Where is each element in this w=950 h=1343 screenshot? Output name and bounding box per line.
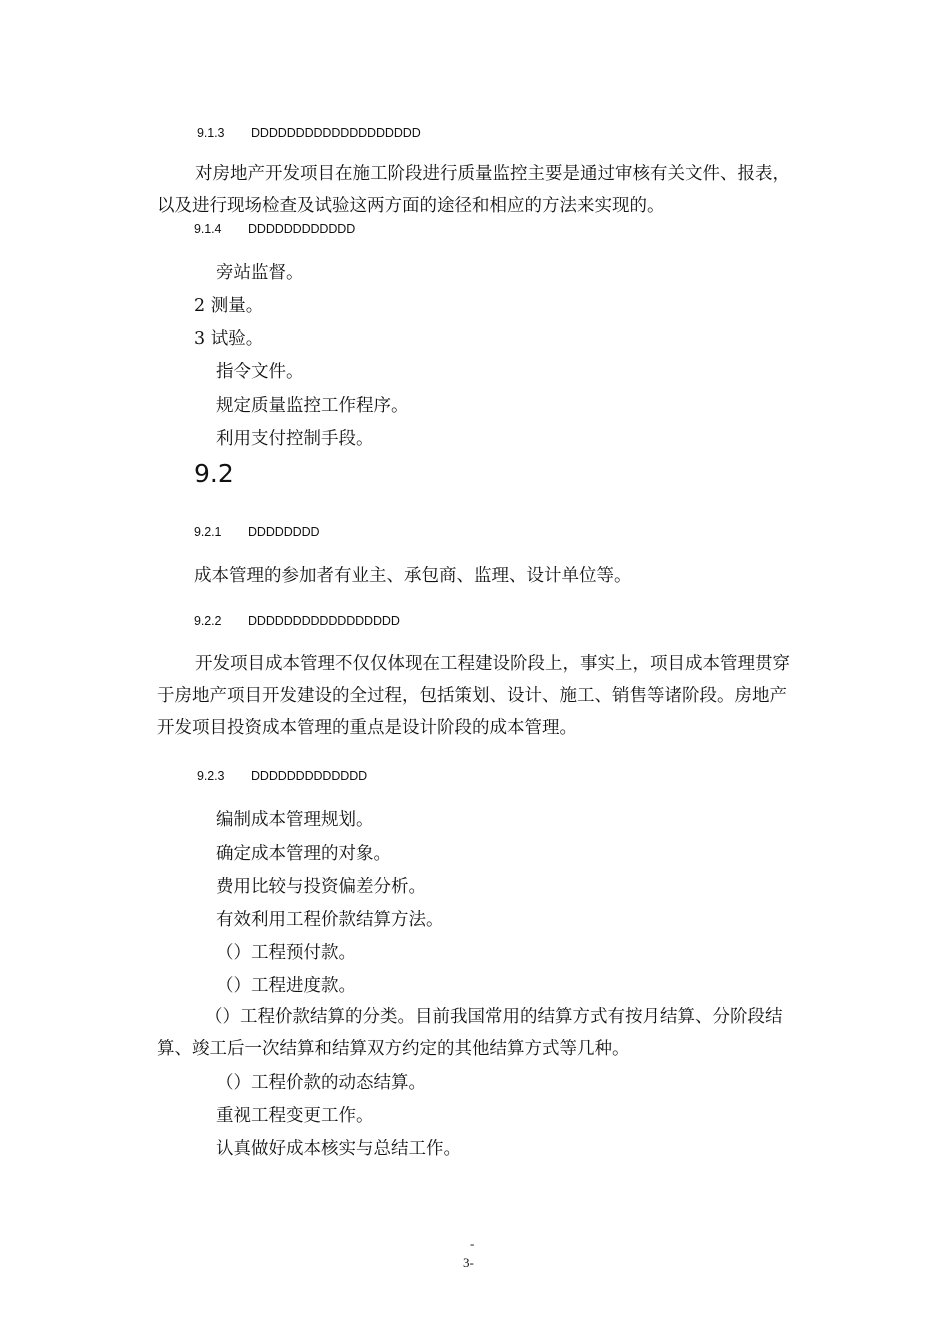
subheading-9-1-3 (197, 126, 421, 140)
subheading-9-2-1 (194, 525, 319, 539)
list-item: 规定质量监控工作程序。 (216, 396, 409, 416)
list-item: （）工程价款的动态结算。 (216, 1073, 426, 1093)
page-number: 3- (463, 1255, 474, 1270)
subheading-title: DDDDDDDDDDDDDDDDD (248, 614, 400, 628)
section-heading-9-2: 9.2 (194, 459, 234, 488)
paragraph-cost-management: 开发项目成本管理不仅仅体现在工程建设阶段上，事实上，项目成本管理贯穿于房地产项目开发建设的全过程，包括策划、设计、施工、销售等诸阶段。房地产开发项目投资成本管理的重点是设计阶段的成本管理。 (157, 654, 790, 738)
footer-dash: - (470, 1236, 475, 1251)
list-item: 利用支付控制手段。 (216, 429, 374, 449)
paragraph-quality-monitoring: 对房地产开发项目在施工阶段进行质量监控主要是通过审核有关文件、报表，以及进行现场检查及试验这两方面的途径和相应的方法来实现的。 (157, 164, 790, 216)
list-item: 编制成本管理规划。 (216, 810, 374, 830)
paragraph-cost-participants: 成本管理的参加者有业主、承包商、监理、设计单位等。 (194, 566, 632, 586)
subheading-number: 9.1.4 (194, 222, 222, 236)
list-item: 重视工程变更工作。 (216, 1106, 374, 1126)
list-item: 费用比较与投资偏差分析。 (216, 877, 426, 897)
subheading-number: 9.2.2 (194, 614, 222, 628)
list-item: 指令文件。 (216, 362, 304, 382)
list-item: （）工程预付款。 (216, 943, 356, 963)
subheading-number: 9.1.3 (197, 126, 225, 140)
list-item: （）工程进度款。 (216, 976, 356, 996)
subheading-number: 9.2.3 (197, 769, 225, 783)
subheading-title: DDDDDDDD (248, 525, 320, 539)
subheading-number: 9.2.1 (194, 525, 222, 539)
paragraph-settlement-types: （）工程价款结算的分类。目前我国常用的结算方式有按月结算、分阶段结算、竣工后一次结算和结算双方约定的其他结算方式等几种。 (157, 1007, 783, 1059)
list-item: 旁站监督。 (216, 263, 304, 283)
subheading-9-1-4 (194, 222, 355, 236)
list-item: 认真做好成本核实与总结工作。 (216, 1139, 461, 1159)
subheading-title: DDDDDDDDDDDDD (251, 769, 368, 783)
list-item: 2 测量。 (194, 296, 264, 316)
subheading-title: DDDDDDDDDDDDDDDDDDD (251, 126, 421, 140)
list-item: 3 试验。 (194, 329, 264, 349)
list-item: 确定成本管理的对象。 (216, 844, 391, 864)
subheading-9-2-2 (194, 614, 400, 628)
subheading-title: DDDDDDDDDDDD (248, 222, 356, 236)
list-item: 有效利用工程价款结算方法。 (216, 910, 444, 930)
subheading-9-2-3 (197, 769, 367, 783)
